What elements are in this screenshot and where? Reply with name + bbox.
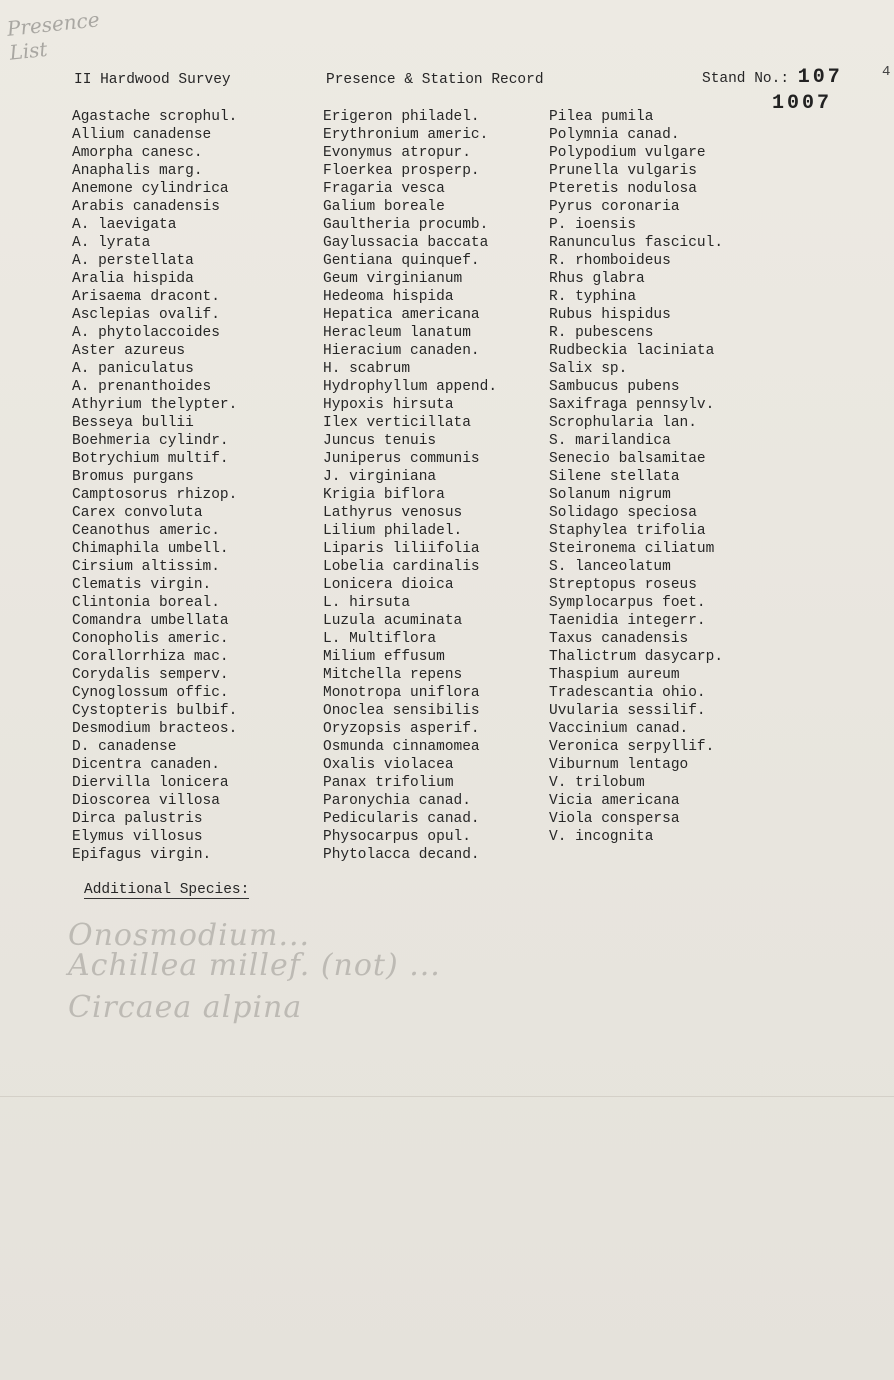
species-entry: Silene stellata <box>549 469 680 485</box>
species-entry: Juniperus communis <box>323 451 480 467</box>
species-entry: Arisaema dracont. <box>72 289 220 305</box>
species-entry: L. Multiflora <box>323 631 437 647</box>
species-entry: Elymus villosus <box>72 829 203 845</box>
species-entry: Senecio balsamitae <box>549 451 706 467</box>
species-entry: Hypoxis hirsuta <box>323 397 454 413</box>
species-entry: Vaccinium canad. <box>549 721 689 737</box>
species-entry: Physocarpus opul. <box>323 829 471 845</box>
species-entry: Diervilla lonicera <box>72 775 229 791</box>
species-entry: Gentiana quinquef. <box>323 253 480 269</box>
species-entry: Milium effusum <box>323 649 445 665</box>
species-entry: Saxifraga pennsylv. <box>549 397 715 413</box>
species-entry: Corallorrhiza mac. <box>72 649 229 665</box>
species-entry: Uvularia sessilif. <box>549 703 706 719</box>
species-entry: A. paniculatus <box>72 361 194 377</box>
species-entry: A. perstellata <box>72 253 194 269</box>
species-entry: Dioscorea villosa <box>72 793 220 809</box>
species-entry: Taxus canadensis <box>549 631 689 647</box>
species-entry: Pteretis nodulosa <box>549 181 697 197</box>
species-entry: Galium boreale <box>323 199 445 215</box>
species-entry: Bromus purgans <box>72 469 194 485</box>
species-entry: Comandra umbellata <box>72 613 229 629</box>
species-entry: Juncus tenuis <box>323 433 437 449</box>
stand-secondary-value: 1007 <box>772 92 833 115</box>
species-entry: Monotropa uniflora <box>323 685 480 701</box>
species-column-2 <box>323 108 563 864</box>
species-entry: R. pubescens <box>549 325 654 341</box>
species-entry: Hieracium canaden. <box>323 343 480 359</box>
species-entry: R. rhomboideus <box>549 253 671 269</box>
species-entry: Luzula acuminata <box>323 613 463 629</box>
species-entry: V. trilobum <box>549 775 645 791</box>
species-entry: V. incognita <box>549 829 654 845</box>
species-column-3 <box>549 108 789 846</box>
species-entry: Amorpha canesc. <box>72 145 203 161</box>
species-entry: Viburnum lentago <box>549 757 689 773</box>
species-entry: Ceanothus americ. <box>72 523 220 539</box>
species-entry: Streptopus roseus <box>549 577 697 593</box>
species-entry: Symplocarpus foet. <box>549 595 706 611</box>
record-title: Presence & Station Record <box>326 72 544 88</box>
species-entry: Veronica serpyllif. <box>549 739 715 755</box>
species-entry: Salix sp. <box>549 361 628 377</box>
species-entry: Cirsium altissim. <box>72 559 220 575</box>
handwritten-note-top <box>6 7 103 64</box>
species-entry: Pedicularis canad. <box>323 811 480 827</box>
species-entry: A. lyrata <box>72 235 151 251</box>
species-entry: S. marilandica <box>549 433 671 449</box>
species-entry: Clematis virgin. <box>72 577 212 593</box>
species-entry: Aralia hispida <box>72 271 194 287</box>
species-entry: Cystopteris bulbif. <box>72 703 238 719</box>
species-entry: Pyrus coronaria <box>549 199 680 215</box>
handwritten-species: Achillea millef. (not) ... <box>68 948 441 983</box>
species-entry: Camptosorus rhizop. <box>72 487 238 503</box>
edge-mark: 4 <box>882 64 891 80</box>
species-entry: Fragaria vesca <box>323 181 445 197</box>
species-entry: Dicentra canaden. <box>72 757 220 773</box>
species-entry: Sambucus pubens <box>549 379 680 395</box>
stand-number <box>702 66 843 89</box>
species-entry: Conopholis americ. <box>72 631 229 647</box>
species-entry: Krigia biflora <box>323 487 445 503</box>
species-entry: Thaspium aureum <box>549 667 680 683</box>
species-entry: Oxalis violacea <box>323 757 454 773</box>
handwritten-species: Onosmodium... <box>68 918 311 953</box>
handwritten-species: Circaea alpina <box>68 990 303 1025</box>
species-entry: Rubus hispidus <box>549 307 671 323</box>
species-entry: Heracleum lanatum <box>323 325 471 341</box>
species-entry: Pilea pumila <box>549 109 654 125</box>
species-entry: Osmunda cinnamomea <box>323 739 480 755</box>
additional-species-label: Additional Species: <box>84 882 250 898</box>
species-entry: Thalictrum dasycarp. <box>549 649 724 665</box>
species-entry: Asclepias ovalif. <box>72 307 220 323</box>
stand-label: Stand No.: <box>702 71 790 87</box>
species-entry: Viola conspersa <box>549 811 680 827</box>
species-entry: Desmodium bracteos. <box>72 721 238 737</box>
handwritten-line: List <box>8 36 49 65</box>
species-entry: Lathyrus venosus <box>323 505 463 521</box>
species-entry: Aster azureus <box>72 343 186 359</box>
species-entry: Chimaphila umbell. <box>72 541 229 557</box>
species-entry: Steironema ciliatum <box>549 541 715 557</box>
species-entry: Hepatica americana <box>323 307 480 323</box>
species-entry: Boehmeria cylindr. <box>72 433 229 449</box>
species-entry: A. prenanthoides <box>72 379 212 395</box>
species-entry: Taenidia integerr. <box>549 613 706 629</box>
species-entry: Allium canadense <box>72 127 212 143</box>
species-entry: Vicia americana <box>549 793 680 809</box>
species-column-1 <box>72 108 312 864</box>
species-entry: Scrophularia lan. <box>549 415 697 431</box>
species-entry: L. hirsuta <box>323 595 411 611</box>
species-entry: Botrychium multif. <box>72 451 229 467</box>
species-entry: Erigeron philadel. <box>323 109 480 125</box>
species-entry: J. virginiana <box>323 469 437 485</box>
species-entry: Solidago speciosa <box>549 505 697 521</box>
species-entry: Rhus glabra <box>549 271 645 287</box>
species-entry: Polymnia canad. <box>549 127 680 143</box>
species-entry: Anaphalis marg. <box>72 163 203 179</box>
species-entry: Gaylussacia baccata <box>323 235 489 251</box>
species-entry: Rudbeckia laciniata <box>549 343 715 359</box>
species-entry: Agastache scrophul. <box>72 109 238 125</box>
species-entry: Anemone cylindrica <box>72 181 229 197</box>
species-entry: Cynoglossum offic. <box>72 685 229 701</box>
species-entry: Gaultheria procumb. <box>323 217 489 233</box>
species-entry: Erythronium americ. <box>323 127 489 143</box>
species-entry: Arabis canadensis <box>72 199 220 215</box>
species-entry: S. lanceolatum <box>549 559 671 575</box>
species-entry: Corydalis semperv. <box>72 667 229 683</box>
species-entry: Evonymus atropur. <box>323 145 471 161</box>
species-entry: Clintonia boreal. <box>72 595 220 611</box>
survey-title: II Hardwood Survey <box>74 72 231 88</box>
species-entry: Floerkea prosperp. <box>323 163 480 179</box>
species-entry: Panax trifolium <box>323 775 454 791</box>
species-entry: Liparis liliifolia <box>323 541 480 557</box>
species-entry: Tradescantia ohio. <box>549 685 706 701</box>
species-entry: Solanum nigrum <box>549 487 671 503</box>
fold-line <box>0 1096 894 1097</box>
species-entry: A. laevigata <box>72 217 177 233</box>
species-entry: Dirca palustris <box>72 811 203 827</box>
handwritten-line: Presence <box>5 7 101 41</box>
species-entry: Phytolacca decand. <box>323 847 480 863</box>
species-entry: P. ioensis <box>549 217 637 233</box>
stand-value: 107 <box>797 66 843 89</box>
species-entry: Oryzopsis asperif. <box>323 721 480 737</box>
species-entry: H. scabrum <box>323 361 411 377</box>
species-entry: Prunella vulgaris <box>549 163 697 179</box>
species-entry: Epifagus virgin. <box>72 847 212 863</box>
species-entry: A. phytolaccoides <box>72 325 220 341</box>
species-entry: Ilex verticillata <box>323 415 471 431</box>
species-entry: Paronychia canad. <box>323 793 471 809</box>
species-entry: Polypodium vulgare <box>549 145 706 161</box>
species-entry: Athyrium thelypter. <box>72 397 238 413</box>
species-entry: Besseya bullii <box>72 415 194 431</box>
species-entry: Lobelia cardinalis <box>323 559 480 575</box>
species-entry: Onoclea sensibilis <box>323 703 480 719</box>
species-entry: Geum virginianum <box>323 271 463 287</box>
species-entry: Ranunculus fascicul. <box>549 235 724 251</box>
species-entry: Lonicera dioica <box>323 577 454 593</box>
species-entry: D. canadense <box>72 739 177 755</box>
species-entry: Carex convoluta <box>72 505 203 521</box>
additional-species-heading <box>84 882 249 898</box>
species-entry: Mitchella repens <box>323 667 463 683</box>
species-entry: Staphylea trifolia <box>549 523 706 539</box>
species-entry: Hydrophyllum append. <box>323 379 498 395</box>
species-entry: Hedeoma hispida <box>323 289 454 305</box>
species-entry: R. typhina <box>549 289 637 305</box>
species-entry: Lilium philadel. <box>323 523 463 539</box>
